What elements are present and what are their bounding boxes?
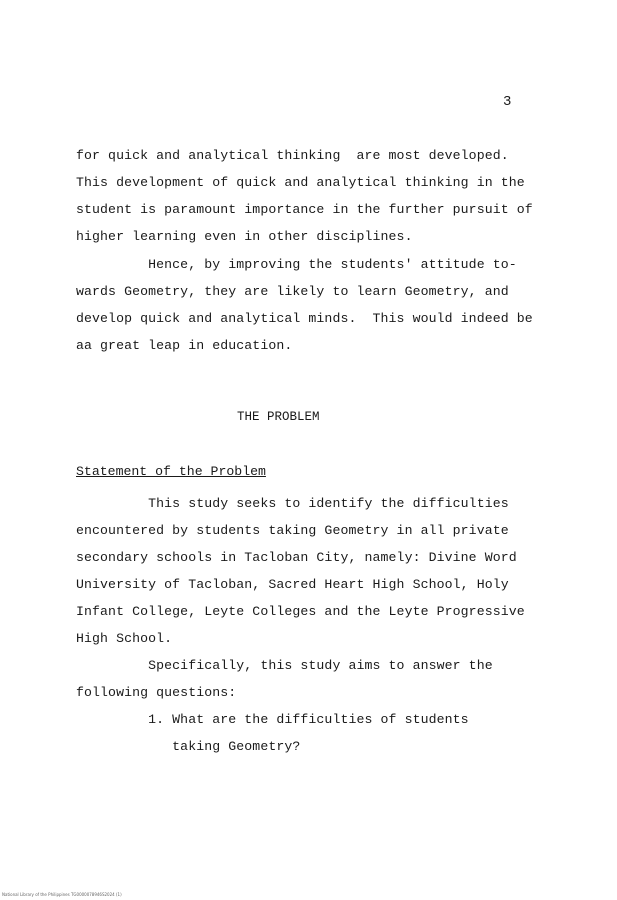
text-line: Specifically, this study aims to answer the (76, 658, 493, 673)
question-item: taking Geometry? (76, 739, 301, 754)
text-line: secondary schools in Tacloban City, namely: Divine Word (76, 550, 517, 565)
subheading: Statement of the Problem (76, 464, 266, 479)
page-number: 3 (503, 94, 512, 110)
text-line: High School. (76, 631, 173, 646)
text-line: encountered by students taking Geometry in all private (76, 523, 509, 538)
text-line: aa great leap in education. (76, 338, 293, 353)
footer-note: National Library of the Philippines TG0000078946S2024 (1) (2, 892, 122, 897)
question-item: 1. What are the difficulties of students (76, 712, 469, 727)
text-line: This development of quick and analytical thinking in the (76, 175, 525, 190)
text-line: Hence, by improving the students' attitude to- (76, 257, 517, 272)
text-line: higher learning even in other disciplines. (76, 229, 413, 244)
text-line: University of Tacloban, Sacred Heart High School, Holy (76, 577, 509, 592)
text-line: develop quick and analytical minds. This would indeed be (76, 311, 533, 326)
text-line: for quick and analytical thinking are most developed. (76, 148, 509, 163)
text-line: following questions: (76, 685, 237, 700)
text-line: This study seeks to identify the difficulties (76, 496, 509, 511)
text-line: student is paramount importance in the further pursuit of (76, 202, 533, 217)
text-line: Infant College, Leyte Colleges and the Leyte Progressive (76, 604, 525, 619)
text-line: wards Geometry, they are likely to learn Geometry, and (76, 284, 509, 299)
section-heading: THE PROBLEM (237, 410, 320, 424)
